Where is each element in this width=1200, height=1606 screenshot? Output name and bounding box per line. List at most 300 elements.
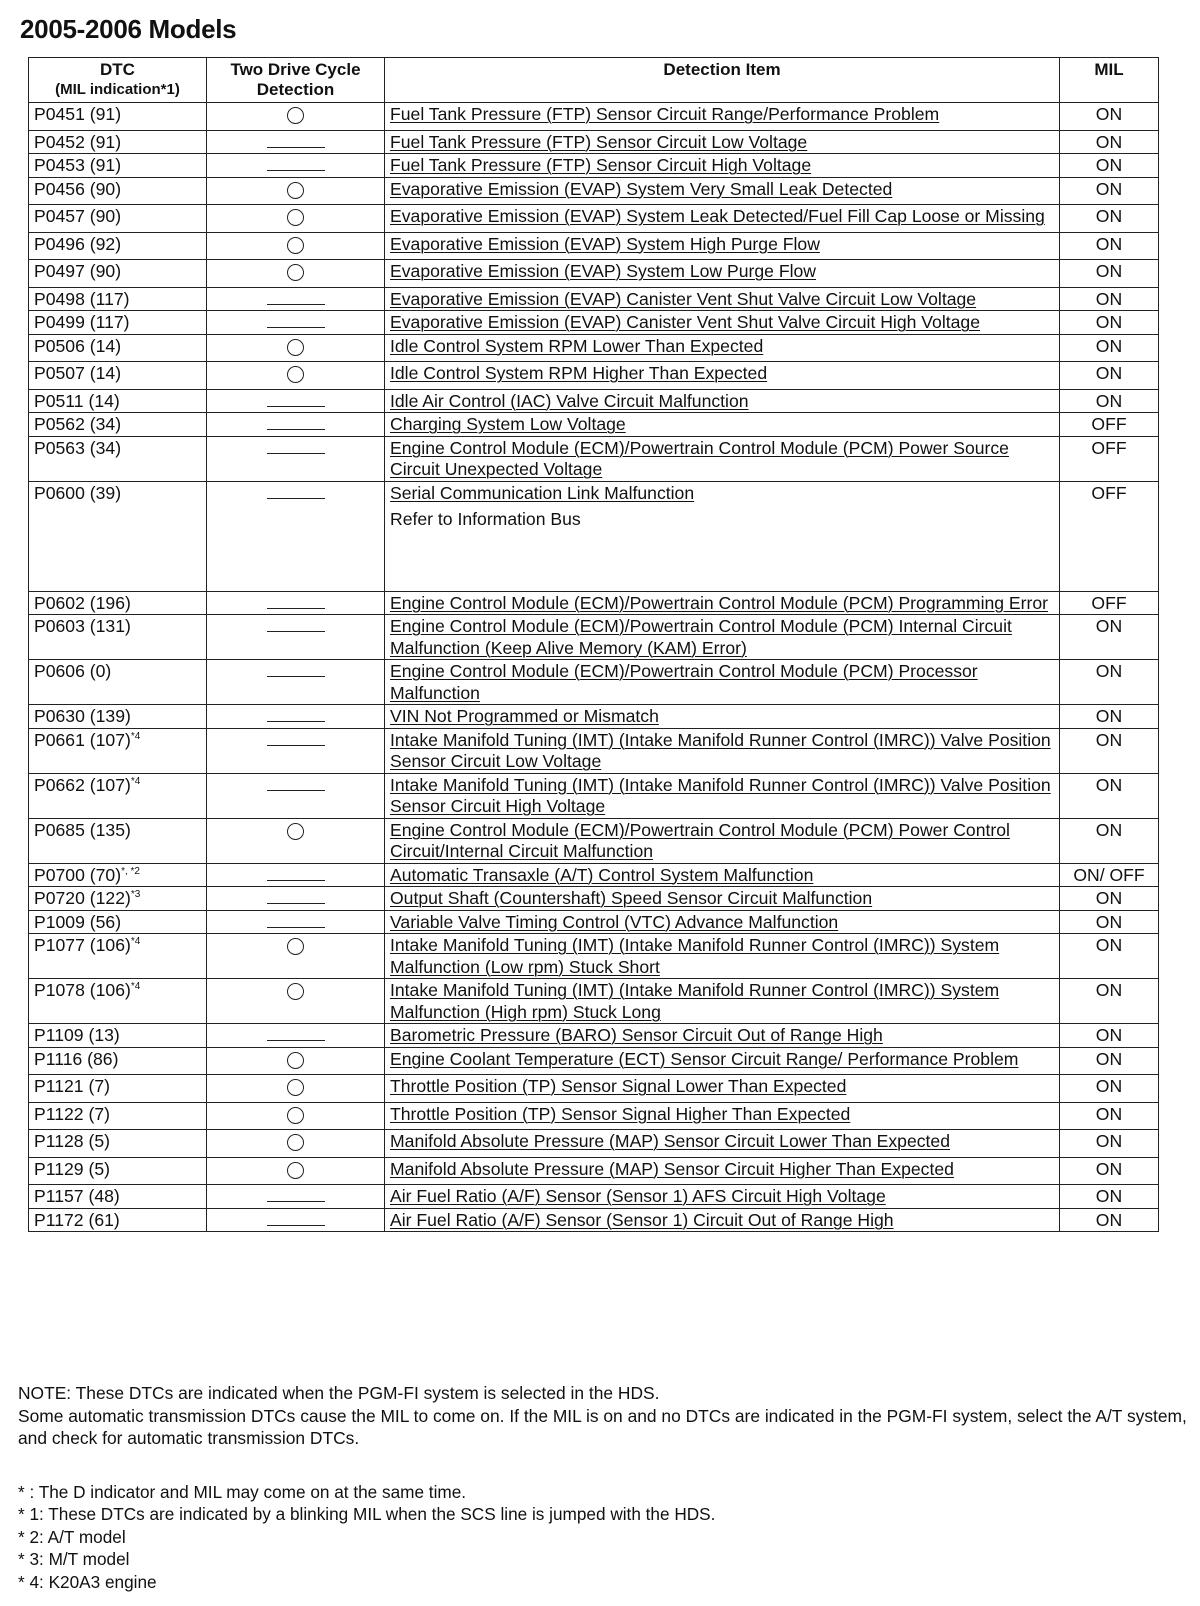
two-drive-cycle-cell: [207, 1130, 385, 1158]
two-drive-cycle-cell: [207, 934, 385, 979]
circle-icon: [287, 209, 304, 226]
dash-icon: [267, 608, 325, 609]
detection-item: Throttle Position (TP) Sensor Signal Higher Than Expected: [390, 1103, 851, 1124]
detection-item: Fuel Tank Pressure (FTP) Sensor Circuit Low Voltage: [390, 131, 808, 152]
detection-item-reference: Refer to Information Bus: [390, 509, 581, 529]
dtc-table: [28, 57, 1159, 1232]
detection-item: Manifold Absolute Pressure (MAP) Sensor Circuit Lower Than Expected: [390, 1131, 951, 1151]
detection-item-cell: [385, 334, 1060, 362]
mil-status: ON: [1060, 334, 1159, 362]
footnote-1: * 1: These DTCs are indicated by a blinking MIL when the SCS line is jumped with the HDS.: [18, 1504, 716, 1525]
dash-icon: [267, 745, 325, 746]
two-drive-cycle-cell: [207, 591, 385, 615]
two-drive-cycle-cell: [207, 413, 385, 437]
table-row: [29, 934, 1159, 979]
table-row: [29, 260, 1159, 288]
dtc-code-cell: [29, 887, 207, 911]
two-drive-cycle-cell: [207, 287, 385, 311]
two-drive-cycle-cell: [207, 1047, 385, 1075]
dtc-code-cell: [29, 1102, 207, 1130]
dtc-code-cell: [29, 260, 207, 288]
two-drive-cycle-cell: [207, 1157, 385, 1185]
detection-item: Engine Control Module (ECM)/Powertrain Control Module (PCM) Processor Malfunction: [390, 661, 978, 703]
dtc-code: P0600 (39): [34, 482, 122, 503]
mil-status: ON: [1060, 389, 1159, 413]
dtc-code-cell: [29, 287, 207, 311]
detection-item-cell: [385, 705, 1060, 729]
mil-status: ON: [1060, 728, 1159, 773]
detection-item: Output Shaft (Countershaft) Speed Sensor Circuit Malfunction: [390, 888, 873, 908]
dtc-code: P0720 (122): [34, 888, 131, 908]
mil-status: ON/ OFF: [1060, 863, 1159, 887]
detection-item: Engine Control Module (ECM)/Powertrain Control Module (PCM) Power Control Circuit/Internal Circuit Malfunction: [390, 819, 1010, 861]
dtc-code: P1129 (5): [34, 1158, 110, 1179]
dash-icon: [267, 498, 325, 499]
mil-status: ON: [1060, 362, 1159, 390]
detection-item-cell: [385, 362, 1060, 390]
detection-item: Fuel Tank Pressure (FTP) Sensor Circuit High Voltage: [390, 155, 812, 175]
detection-item: Throttle Position (TP) Sensor Signal Lower Than Expected: [390, 1076, 847, 1096]
two-drive-cycle-cell: [207, 154, 385, 178]
detection-item: Idle Control System RPM Higher Than Expected: [390, 363, 768, 383]
detection-item: Evaporative Emission (EVAP) System High Purge Flow: [390, 233, 820, 254]
table-row: [29, 1157, 1159, 1185]
dtc-code: P0630 (139): [34, 706, 131, 726]
detection-item: Charging System Low Voltage: [390, 414, 626, 434]
mil-status: ON: [1060, 1130, 1159, 1158]
detection-item-cell: [385, 1157, 1060, 1185]
table-row: [29, 1047, 1159, 1075]
detection-item-cell: [385, 260, 1060, 288]
detection-item: Fuel Tank Pressure (FTP) Sensor Circuit Range/Performance Problem: [390, 104, 940, 124]
table-row: [29, 1102, 1159, 1130]
footnote-3: * 3: M/T model: [18, 1549, 130, 1570]
dtc-code: P1077 (106): [34, 935, 131, 955]
dash-icon: [267, 304, 325, 305]
table-row: [29, 103, 1159, 131]
dtc-code: P0506 (14): [34, 335, 122, 356]
two-drive-cycle-cell: [207, 728, 385, 773]
dtc-code-cell: [29, 413, 207, 437]
detection-item: Automatic Transaxle (A/T) Control System Malfunction: [390, 864, 814, 885]
detection-item-cell: [385, 1102, 1060, 1130]
dtc-code: P0563 (34): [34, 437, 122, 458]
two-drive-cycle-cell: [207, 887, 385, 911]
dtc-code-cell: [29, 591, 207, 615]
detection-item-cell: [385, 887, 1060, 911]
dtc-code: P1078 (106): [34, 980, 131, 1000]
footnote-marker: *3: [130, 889, 141, 901]
mil-status: ON: [1060, 1075, 1159, 1103]
circle-icon: [287, 339, 304, 356]
dtc-code-cell: [29, 389, 207, 413]
dtc-code-cell: [29, 177, 207, 205]
detection-item: Serial Communication Link Malfunction: [390, 482, 695, 503]
notes: [18, 1382, 1188, 1450]
mil-status: ON: [1060, 205, 1159, 233]
dtc-code: P0602 (196): [34, 592, 131, 613]
mil-status: ON: [1060, 705, 1159, 729]
two-drive-cycle-cell: [207, 389, 385, 413]
note-hds: NOTE: These DTCs are indicated when the PGM-FI system is selected in the HDS.: [18, 1383, 660, 1403]
footnote-marker: *4: [130, 936, 141, 948]
circle-icon: [287, 1052, 304, 1069]
dtc-code: P0562 (34): [34, 414, 122, 434]
dtc-code-cell: [29, 979, 207, 1024]
mil-status: OFF: [1060, 481, 1159, 591]
page-title: 2005-2006 Models: [20, 14, 237, 44]
mil-status: ON: [1060, 1185, 1159, 1209]
circle-icon: [287, 1134, 304, 1151]
detection-item: Intake Manifold Tuning (IMT) (Intake Manifold Runner Control (IMRC)) Valve Position Sensor Circuit High Voltage: [390, 774, 1051, 816]
detection-item-cell: [385, 311, 1060, 335]
dash-icon: [267, 721, 325, 722]
two-drive-cycle-cell: [207, 103, 385, 131]
mil-status: ON: [1060, 979, 1159, 1024]
dtc-code: P0457 (90): [34, 206, 122, 226]
detection-item-cell: [385, 389, 1060, 413]
dtc-code-cell: [29, 728, 207, 773]
footnote-marker: *4: [130, 775, 141, 787]
dtc-code: P0661 (107): [34, 729, 131, 750]
circle-icon: [287, 1162, 304, 1179]
dtc-code: P1157 (48): [34, 1186, 120, 1206]
table-row: [29, 481, 1159, 591]
table-row: [29, 773, 1159, 818]
dtc-code-cell: [29, 934, 207, 979]
detection-item: Intake Manifold Tuning (IMT) (Intake Manifold Runner Control (IMRC)) Valve Position Sensor Circuit Low Voltage: [390, 729, 1051, 771]
detection-item: Engine Control Module (ECM)/Powertrain Control Module (PCM) Internal Circuit Malfunction (Keep Alive Memory (KAM) Error): [390, 616, 1012, 658]
dtc-code: P0451 (91): [34, 104, 122, 124]
mil-status: ON: [1060, 232, 1159, 260]
dtc-code-cell: [29, 863, 207, 887]
dtc-code-cell: [29, 481, 207, 591]
detection-item: Variable Valve Timing Control (VTC) Advance Malfunction: [390, 911, 839, 932]
detection-item: Evaporative Emission (EVAP) Canister Vent Shut Valve Circuit High Voltage: [390, 312, 980, 332]
table-header-row: [29, 58, 1159, 103]
dtc-code: P1009 (56): [34, 911, 122, 932]
header-dtc-label: DTC: [100, 60, 135, 79]
header-mil: MIL: [1060, 58, 1159, 103]
two-drive-cycle-cell: [207, 1185, 385, 1209]
table-row: [29, 1208, 1159, 1232]
table-row: [29, 887, 1159, 911]
header-two-drive-sublabel: Detection: [256, 80, 335, 99]
detection-item-cell: [385, 1024, 1060, 1048]
header-dtc-sublabel: (MIL indication*1): [55, 81, 180, 98]
dash-icon: [267, 676, 325, 677]
dtc-code-cell: [29, 436, 207, 481]
dtc-code: P0456 (90): [34, 178, 122, 199]
two-drive-cycle-cell: [207, 1208, 385, 1232]
footnote-2: * 2: A/T model: [18, 1526, 126, 1547]
table-row: [29, 130, 1159, 154]
detection-item: Idle Control System RPM Lower Than Expected: [390, 335, 764, 356]
two-drive-cycle-cell: [207, 660, 385, 705]
dash-icon: [267, 631, 325, 632]
two-drive-cycle-cell: [207, 1075, 385, 1103]
two-drive-cycle-cell: [207, 1024, 385, 1048]
table-row: [29, 362, 1159, 390]
circle-icon: [287, 1107, 304, 1124]
dtc-code-cell: [29, 705, 207, 729]
dash-icon: [267, 1201, 325, 1202]
table-row: [29, 1185, 1159, 1209]
detection-item-cell: [385, 436, 1060, 481]
mil-status: ON: [1060, 1157, 1159, 1185]
detection-item-cell: [385, 413, 1060, 437]
detection-item-cell: [385, 1047, 1060, 1075]
dtc-code: P0662 (107): [34, 774, 131, 795]
table-row: [29, 728, 1159, 773]
detection-item: Engine Control Module (ECM)/Powertrain Control Module (PCM) Programming Error: [390, 592, 1049, 613]
detection-item-cell: [385, 979, 1060, 1024]
dtc-code: P0685 (135): [34, 819, 131, 840]
dash-icon: [267, 880, 325, 881]
detection-item: Air Fuel Ratio (A/F) Sensor (Sensor 1) AFS Circuit High Voltage: [390, 1186, 886, 1206]
dtc-code: P1128 (5): [34, 1131, 110, 1151]
table-row: [29, 177, 1159, 205]
footnote-marker: *4: [130, 730, 141, 742]
detection-item: Evaporative Emission (EVAP) Canister Vent Shut Valve Circuit Low Voltage: [390, 288, 977, 309]
circle-icon: [287, 237, 304, 254]
dtc-code: P0498 (117): [34, 288, 130, 309]
detection-item-cell: [385, 1185, 1060, 1209]
mil-status: OFF: [1060, 413, 1159, 437]
dtc-code-cell: [29, 910, 207, 934]
detection-item: Idle Air Control (IAC) Valve Circuit Malfunction: [390, 390, 749, 411]
detection-item-cell: [385, 615, 1060, 660]
mil-status: ON: [1060, 818, 1159, 863]
detection-item-cell: [385, 130, 1060, 154]
two-drive-cycle-cell: [207, 863, 385, 887]
table-row: [29, 615, 1159, 660]
mil-status: ON: [1060, 177, 1159, 205]
detection-item-cell: [385, 154, 1060, 178]
mil-status: ON: [1060, 1102, 1159, 1130]
mil-status: ON: [1060, 1047, 1159, 1075]
dtc-code: P0511 (14): [34, 390, 120, 411]
two-drive-cycle-cell: [207, 177, 385, 205]
detection-item-cell: [385, 910, 1060, 934]
dash-icon: [267, 453, 325, 454]
mil-status: ON: [1060, 910, 1159, 934]
mil-status: ON: [1060, 260, 1159, 288]
footnote-marker: *4: [130, 981, 141, 993]
two-drive-cycle-cell: [207, 979, 385, 1024]
detection-item: Air Fuel Ratio (A/F) Sensor (Sensor 1) Circuit Out of Range High: [390, 1209, 894, 1230]
circle-icon: [287, 366, 304, 383]
dash-icon: [267, 327, 325, 328]
table-row: [29, 1130, 1159, 1158]
dash-icon: [267, 1040, 325, 1041]
detection-item: Engine Control Module (ECM)/Powertrain Control Module (PCM) Power Source Circuit Unexpected Voltage: [390, 437, 1009, 479]
table-row: [29, 232, 1159, 260]
dtc-code: P0499 (117): [34, 312, 130, 332]
detection-item-cell: [385, 863, 1060, 887]
two-drive-cycle-cell: [207, 205, 385, 233]
two-drive-cycle-cell: [207, 436, 385, 481]
dtc-code: P0496 (92): [34, 233, 122, 254]
detection-item-cell: [385, 205, 1060, 233]
detection-item: Engine Coolant Temperature (ECT) Sensor Circuit Range/ Performance Problem: [390, 1048, 1019, 1069]
detection-item-cell: [385, 591, 1060, 615]
two-drive-cycle-cell: [207, 773, 385, 818]
two-drive-cycle-cell: [207, 362, 385, 390]
detection-item-cell: [385, 232, 1060, 260]
table-row: [29, 591, 1159, 615]
table-row: [29, 863, 1159, 887]
table-row: [29, 660, 1159, 705]
dtc-code-cell: [29, 1024, 207, 1048]
dash-icon: [267, 790, 325, 791]
mil-status: ON: [1060, 934, 1159, 979]
table-body: [29, 103, 1159, 1232]
dtc-code-cell: [29, 1075, 207, 1103]
dash-icon: [267, 927, 325, 928]
detection-item: Manifold Absolute Pressure (MAP) Sensor Circuit Higher Than Expected: [390, 1158, 954, 1179]
detection-item: Evaporative Emission (EVAP) System Low Purge Flow: [390, 261, 816, 281]
table-row: [29, 154, 1159, 178]
footnote-marker: *, *2: [121, 865, 140, 877]
circle-icon: [287, 1079, 304, 1096]
dtc-code-cell: [29, 103, 207, 131]
detection-item: Barometric Pressure (BARO) Sensor Circuit Out of Range High: [390, 1025, 883, 1045]
dash-icon: [267, 170, 325, 171]
detection-item-cell: [385, 1130, 1060, 1158]
dtc-code-cell: [29, 1185, 207, 1209]
dtc-code-cell: [29, 205, 207, 233]
mil-status: ON: [1060, 1208, 1159, 1232]
dtc-code: P0606 (0): [34, 661, 112, 681]
detection-item-cell: [385, 818, 1060, 863]
table-row: [29, 818, 1159, 863]
detection-item-cell: [385, 103, 1060, 131]
two-drive-cycle-cell: [207, 910, 385, 934]
dtc-code-cell: [29, 615, 207, 660]
header-two-drive-label: Two Drive Cycle: [230, 60, 361, 79]
mil-status: ON: [1060, 103, 1159, 131]
detection-item-cell: [385, 728, 1060, 773]
circle-icon: [287, 107, 304, 124]
two-drive-cycle-cell: [207, 705, 385, 729]
two-drive-cycle-cell: [207, 334, 385, 362]
mil-status: ON: [1060, 287, 1159, 311]
dtc-code-cell: [29, 1130, 207, 1158]
dash-icon: [267, 147, 325, 148]
dtc-code: P1122 (7): [34, 1103, 110, 1124]
detection-item-cell: [385, 773, 1060, 818]
dtc-code: P0603 (131): [34, 616, 131, 636]
table-row: [29, 287, 1159, 311]
two-drive-cycle-cell: [207, 1102, 385, 1130]
circle-icon: [287, 823, 304, 840]
dtc-code: P1121 (7): [34, 1076, 110, 1096]
dtc-code-cell: [29, 818, 207, 863]
two-drive-cycle-cell: [207, 130, 385, 154]
dtc-code-cell: [29, 232, 207, 260]
dtc-code-cell: [29, 311, 207, 335]
dash-icon: [267, 429, 325, 430]
circle-icon: [287, 182, 304, 199]
mil-status: ON: [1060, 615, 1159, 660]
mil-status: ON: [1060, 773, 1159, 818]
detection-item-cell: [385, 934, 1060, 979]
two-drive-cycle-cell: [207, 260, 385, 288]
table-row: [29, 334, 1159, 362]
two-drive-cycle-cell: [207, 615, 385, 660]
dash-icon: [267, 1225, 325, 1226]
dtc-code: P0452 (91): [34, 131, 122, 152]
dtc-code-cell: [29, 773, 207, 818]
mil-status: ON: [1060, 887, 1159, 911]
two-drive-cycle-cell: [207, 818, 385, 863]
footnote-asterisk: * : The D indicator and MIL may come on at the same time.: [18, 1482, 467, 1502]
table-row: [29, 910, 1159, 934]
table-row: [29, 205, 1159, 233]
table-row: [29, 311, 1159, 335]
dtc-code-cell: [29, 130, 207, 154]
dtc-code: P0497 (90): [34, 261, 122, 281]
circle-icon: [287, 983, 304, 1000]
dtc-code: P0700 (70): [34, 864, 122, 885]
mil-status: OFF: [1060, 591, 1159, 615]
dtc-code-cell: [29, 1157, 207, 1185]
circle-icon: [287, 264, 304, 281]
dtc-code-cell: [29, 362, 207, 390]
table-row: [29, 436, 1159, 481]
footnote-4: * 4: K20A3 engine: [18, 1571, 157, 1592]
detection-item: Intake Manifold Tuning (IMT) (Intake Manifold Runner Control (IMRC)) System Malfunction (High rpm) Stuck Long: [390, 980, 1000, 1022]
circle-icon: [287, 938, 304, 955]
mil-status: ON: [1060, 660, 1159, 705]
mil-status: ON: [1060, 1024, 1159, 1048]
header-dtc: [29, 58, 207, 103]
dtc-code-cell: [29, 1047, 207, 1075]
dtc-code-cell: [29, 1208, 207, 1232]
note-automatic-transmission: Some automatic transmission DTCs cause the MIL to come on. If the MIL is on and no DTCs are indicated in the PGM-FI system, select the A/T system, and check for automatic transmission DTCs.: [18, 1405, 1187, 1448]
mil-status: ON: [1060, 154, 1159, 178]
table-row: [29, 979, 1159, 1024]
two-drive-cycle-cell: [207, 481, 385, 591]
two-drive-cycle-cell: [207, 311, 385, 335]
detection-item-cell: [385, 1075, 1060, 1103]
table-row: [29, 413, 1159, 437]
dtc-code: P0453 (91): [34, 155, 122, 175]
detection-item: Evaporative Emission (EVAP) System Leak Detected/Fuel Fill Cap Loose or Missing: [390, 206, 1045, 226]
dtc-code: P1172 (61): [34, 1209, 120, 1230]
dtc-code: P1109 (13): [34, 1025, 120, 1045]
table-row: [29, 1075, 1159, 1103]
footnotes: [18, 1481, 1188, 1593]
two-drive-cycle-cell: [207, 232, 385, 260]
mil-status: ON: [1060, 311, 1159, 335]
mil-status: OFF: [1060, 436, 1159, 481]
header-detection-item: Detection Item: [385, 58, 1060, 103]
mil-status: ON: [1060, 130, 1159, 154]
table-row: [29, 389, 1159, 413]
detection-item-cell: [385, 1208, 1060, 1232]
dtc-code: P0507 (14): [34, 363, 122, 383]
detection-item: Evaporative Emission (EVAP) System Very Small Leak Detected: [390, 178, 893, 199]
dtc-code-cell: [29, 660, 207, 705]
detection-item: VIN Not Programmed or Mismatch: [390, 706, 659, 726]
dtc-code: P1116 (86): [34, 1048, 119, 1069]
detection-item-cell: [385, 481, 1060, 591]
dash-icon: [267, 903, 325, 904]
detection-item-cell: [385, 660, 1060, 705]
detection-item-cell: [385, 287, 1060, 311]
